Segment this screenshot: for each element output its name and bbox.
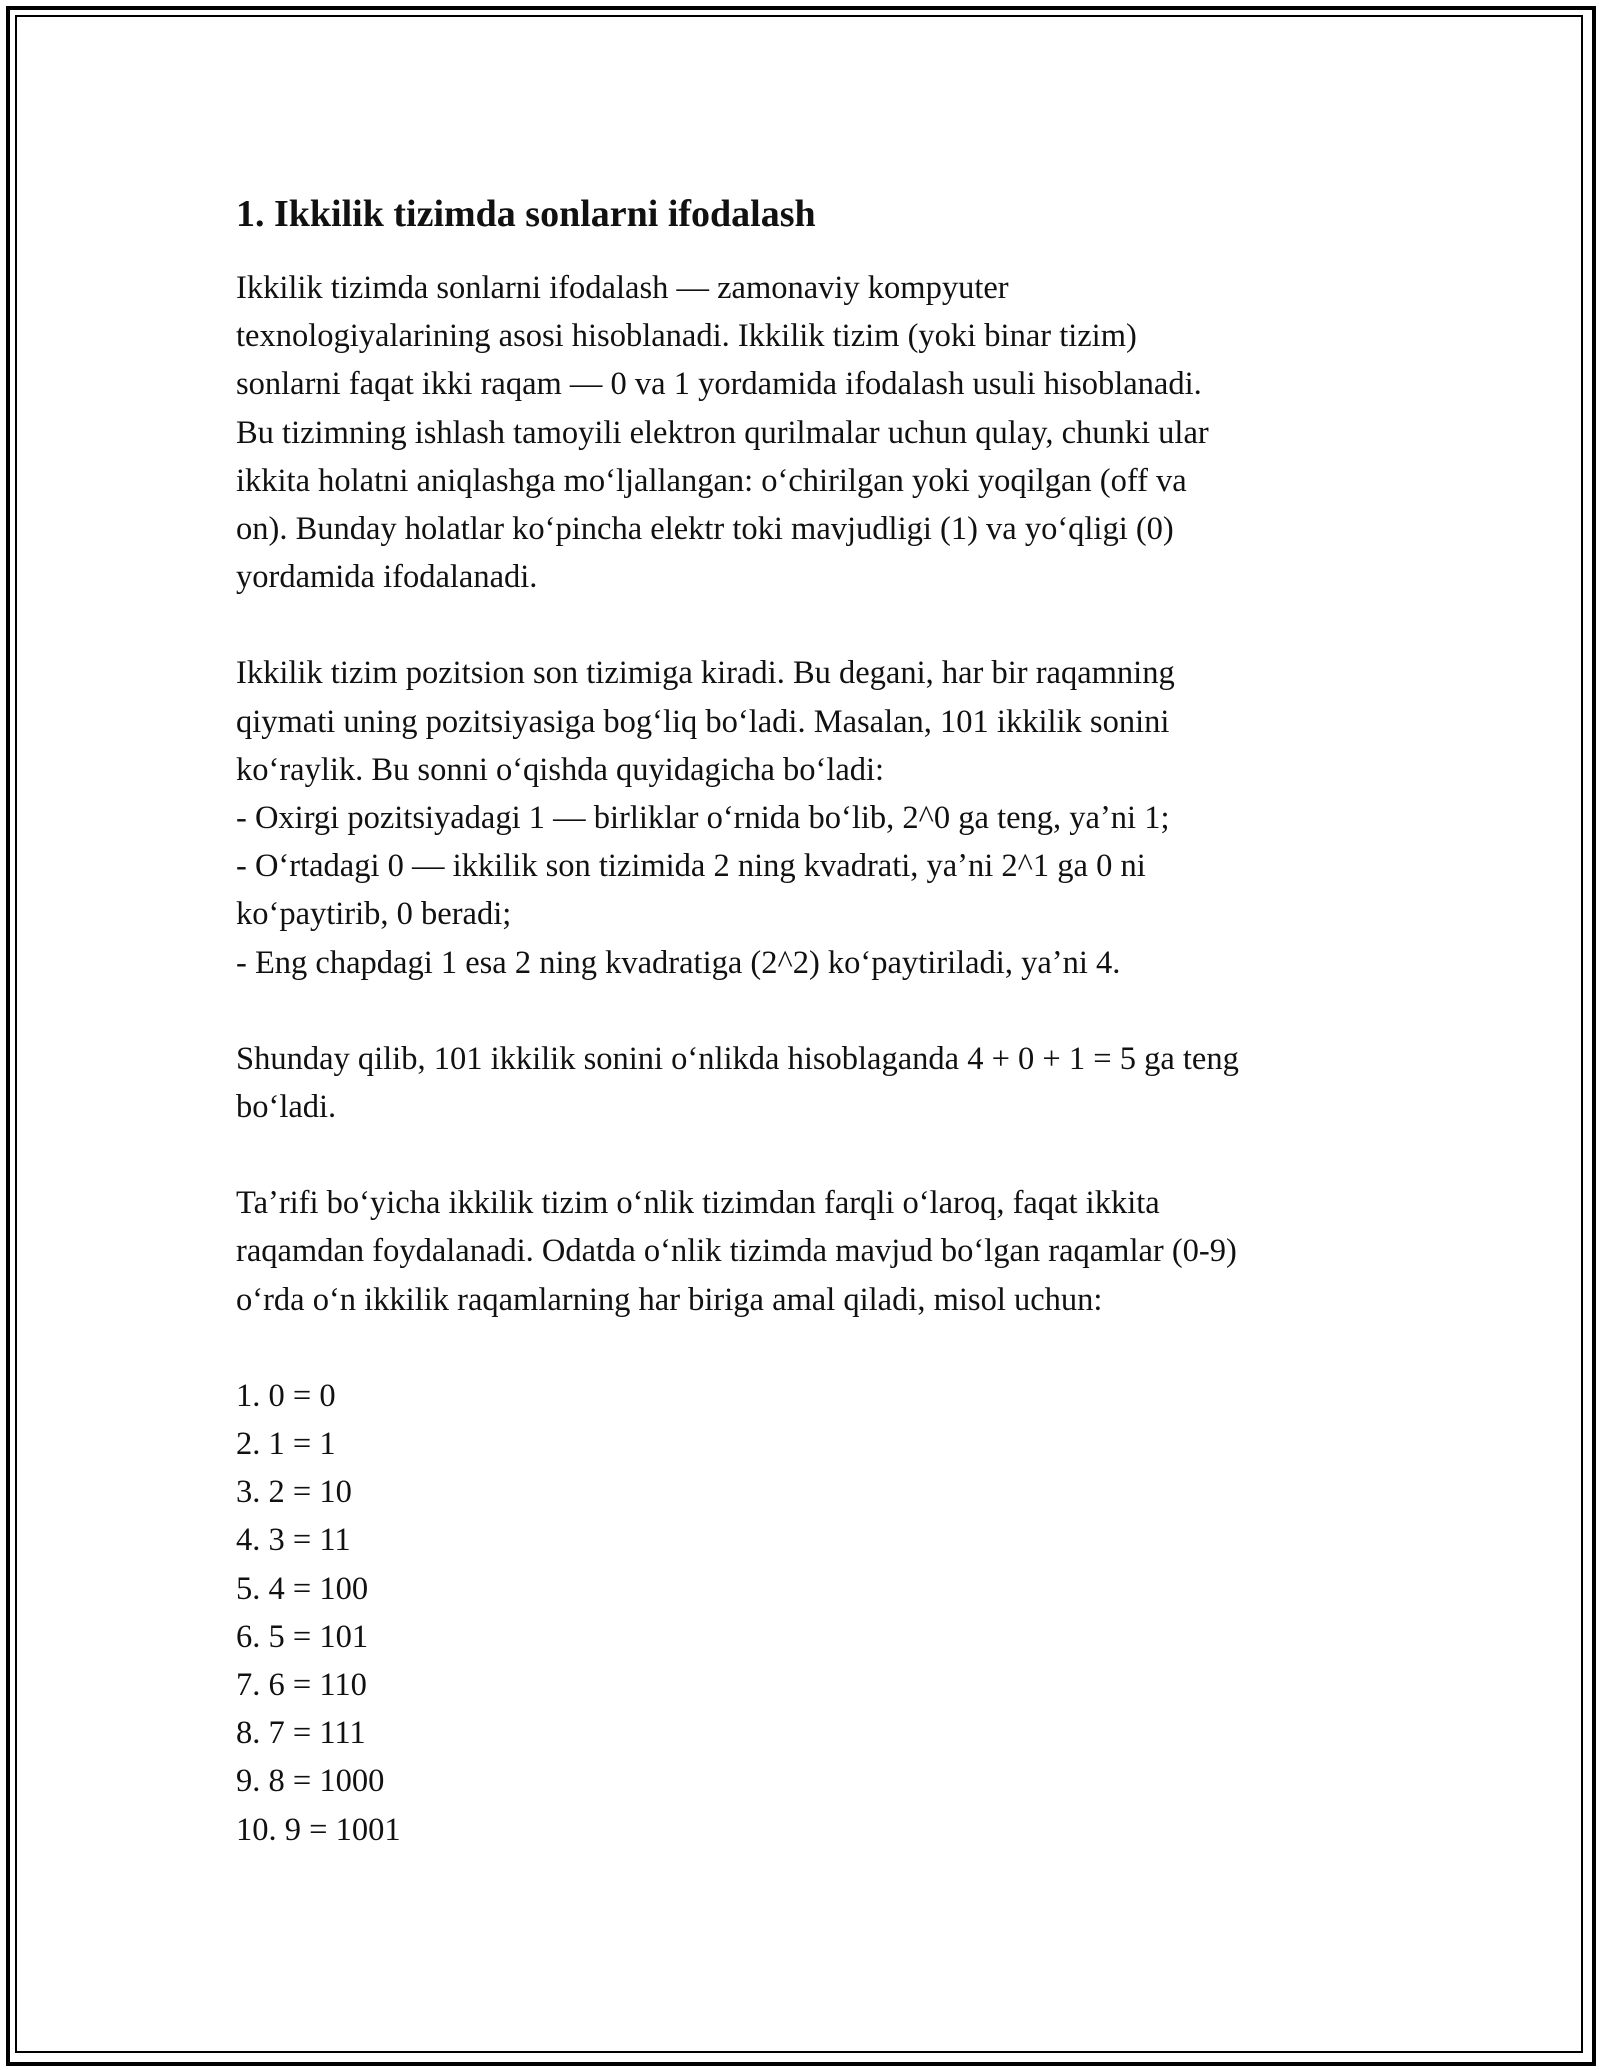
- list-item: 10. 9 = 1001: [236, 1811, 401, 1848]
- paragraph-definition: [236, 1179, 1376, 1324]
- paragraph-line: Ikkilik tizimda sonlarni ifodalash — zamonaviy kompyuter: [236, 270, 1009, 306]
- list-item: 4. 3 = 11: [236, 1522, 351, 1559]
- paragraph-line: Ikkilik tizim pozitsion son tizimiga kiradi. Bu degani, har bir raqamning: [236, 655, 1175, 692]
- list-item: 9. 8 = 1000: [236, 1763, 385, 1800]
- paragraph-line: Shunday qilib, 101 ikkilik sonini oʻnlikda hisoblaganda 4 + 0 + 1 = 5 ga teng: [236, 1040, 1239, 1077]
- paragraph-line: - Eng chapdagi 1 esa 2 ning kvadratiga (2^2) koʻpaytiriladi, yaʼni 4.: [236, 944, 1121, 981]
- paragraph-line: - Oʻrtadagi 0 — ikkilik son tizimida 2 ning kvadrati, yaʼni 2^1 ga 0 ni: [236, 848, 1146, 885]
- paragraph-positional: [236, 649, 1376, 986]
- list-item: 6. 5 = 101: [236, 1618, 369, 1655]
- list-item: 1. 0 = 0: [236, 1377, 336, 1414]
- list-item: 5. 4 = 100: [236, 1570, 369, 1607]
- list-item: 3. 2 = 10: [236, 1474, 352, 1511]
- paragraph-line: koʻpaytirib, 0 beradi;: [236, 896, 512, 933]
- list-item: 8. 7 = 111: [236, 1715, 366, 1752]
- list-item: 2. 1 = 1: [236, 1426, 336, 1463]
- paragraph-line: sonlarni faqat ikki raqam — 0 va 1 yordamida ifodalash usuli hisoblanadi.: [236, 366, 1202, 403]
- section-heading: 1. Ikkilik tizimda sonlarni ifodalash: [236, 193, 816, 235]
- conversion-list: [236, 1372, 1376, 1854]
- list-item: 7. 6 = 110: [236, 1667, 367, 1704]
- paragraph-line: on). Bunday holatlar koʻpincha elektr toki mavjudligi (1) va yoʻqligi (0): [236, 511, 1174, 548]
- paragraph-line: boʻladi.: [236, 1089, 337, 1126]
- paragraph-line: texnologiyalarining asosi hisoblanadi. Ikkilik tizim (yoki binar tizim): [236, 318, 1137, 355]
- paragraph-line: Bu tizimning ishlash tamoyili elektron qurilmalar uchun qulay, chunki ular: [236, 414, 1209, 451]
- paragraph-result: [236, 1035, 1376, 1131]
- paragraph-line: Taʼrifi boʻyicha ikkilik tizim oʻnlik tizimdan farqli oʻlaroq, faqat ikkita: [236, 1185, 1160, 1222]
- paragraph-line: raqamdan foydalanadi. Odatda oʻnlik tizimda mavjud boʻlgan raqamlar (0-9): [236, 1233, 1237, 1270]
- paragraph-line: qiymati uning pozitsiyasiga bogʻliq boʻladi. Masalan, 101 ikkilik sonini: [236, 703, 1170, 740]
- paragraph-line: koʻraylik. Bu sonni oʻqishda quyidagicha boʻladi:: [236, 751, 885, 788]
- paragraph-intro: [236, 264, 1376, 601]
- paragraph-line: yordamida ifodalanadi.: [236, 559, 538, 596]
- paragraph-line: ikkita holatni aniqlashga moʻljallangan: oʻchirilgan yoki yoqilgan (off va: [236, 462, 1187, 499]
- paragraph-line: - Oxirgi pozitsiyadagi 1 — birliklar oʻrnida boʻlib, 2^0 ga teng, yaʼni 1;: [236, 800, 1170, 837]
- document-body: [236, 186, 1376, 1854]
- paragraph-line: oʻrda oʻn ikkilik raqamlarning har biriga amal qiladi, misol uchun:: [236, 1281, 1103, 1318]
